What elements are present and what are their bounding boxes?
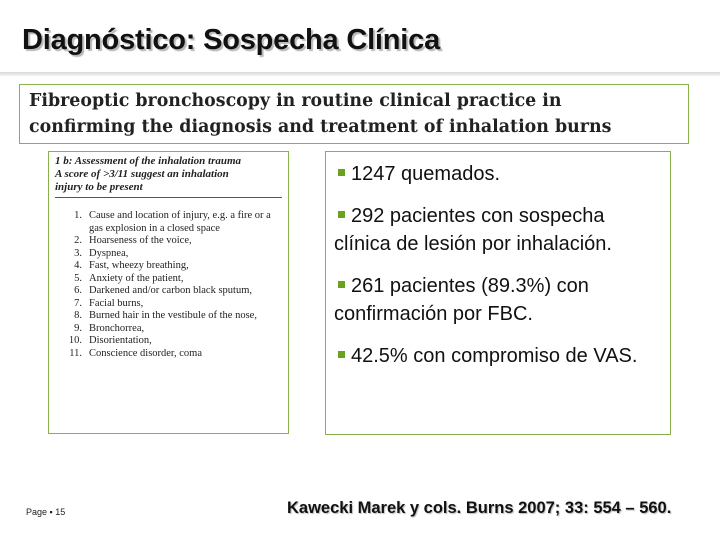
criteria-number: 3. (74, 247, 82, 259)
criteria-text: Bronchorrea, (89, 322, 145, 334)
criteria-number: 11. (69, 347, 82, 359)
paper-title-box (19, 84, 689, 144)
criteria-number: 9. (74, 322, 82, 334)
findings-box (325, 151, 671, 435)
finding-text: 261 pacientes (89.3%) con confirmación por FBC. (334, 275, 589, 325)
square-bullet-icon (338, 169, 345, 176)
criteria-item (49, 323, 288, 336)
criteria-item (49, 335, 288, 348)
title-divider (0, 72, 720, 76)
criteria-text: Disorientation, (89, 335, 152, 346)
page-number: Page ▪ 15 (26, 507, 66, 517)
criteria-number: 8. (74, 310, 82, 321)
criteria-number: 5. (74, 272, 82, 284)
criteria-text: Facial burns, (89, 297, 144, 309)
square-bullet-icon (338, 281, 345, 288)
finding-bullet (334, 342, 662, 370)
citation: Kawecki Marek y cols. Burns 2007; 33: 554 – 560. (287, 499, 672, 517)
slide-title: Diagnóstico: Sospecha Clínica (22, 24, 441, 56)
criteria-item (49, 285, 288, 298)
criteria-item (49, 210, 288, 235)
table-caption-line-1: 1 b: Assessment of the inhalation trauma (55, 155, 242, 167)
finding-bullet (334, 272, 662, 328)
criteria-item (49, 298, 288, 311)
finding-text: 42.5% con compromiso de VAS. (351, 345, 638, 367)
criteria-item (49, 248, 288, 261)
criteria-item (49, 348, 288, 361)
criteria-text: Anxiety of the patient, (89, 272, 184, 284)
criteria-number: 1. (74, 210, 82, 221)
criteria-item (49, 310, 288, 323)
finding-bullet (334, 160, 662, 188)
inhalation-assessment-table (48, 151, 289, 434)
criteria-item (49, 235, 288, 248)
criteria-item (49, 260, 288, 273)
finding-bullet (334, 202, 662, 258)
criteria-text: Cause and location of injury, e.g. a fire or a gas explosion in a closed space (89, 210, 271, 234)
table-caption (55, 155, 282, 198)
criteria-list (49, 210, 288, 360)
criteria-item (49, 273, 288, 286)
criteria-number: 6. (74, 285, 82, 296)
square-bullet-icon (338, 211, 345, 218)
criteria-text: Burned hair in the vestibule of the nose, (89, 310, 257, 321)
table-caption-line-2: A score of >3/11 suggest an inhalation (55, 168, 229, 180)
criteria-text: Dyspnea, (89, 247, 129, 259)
finding-text: 292 pacientes con sospecha clínica de lesión por inhalación. (334, 205, 612, 255)
finding-text: 1247 quemados. (351, 163, 501, 185)
square-bullet-icon (338, 351, 345, 358)
criteria-number: 2. (74, 235, 82, 246)
criteria-text: Darkened and/or carbon black sputum, (89, 285, 252, 296)
criteria-number: 10. (68, 335, 82, 346)
paper-title-line-2: confirming the diagnosis and treatment of inhalation burns (29, 117, 612, 137)
criteria-number: 7. (74, 297, 82, 309)
criteria-text: Fast, wheezy breathing, (89, 260, 189, 271)
criteria-number: 4. (74, 260, 82, 271)
table-caption-line-3: injury to be present (55, 181, 143, 193)
criteria-text: Conscience disorder, coma (89, 347, 202, 359)
paper-title-line-1: Fibreoptic bronchoscopy in routine clinical practice in (29, 91, 562, 111)
criteria-text: Hoarseness of the voice, (89, 235, 192, 246)
